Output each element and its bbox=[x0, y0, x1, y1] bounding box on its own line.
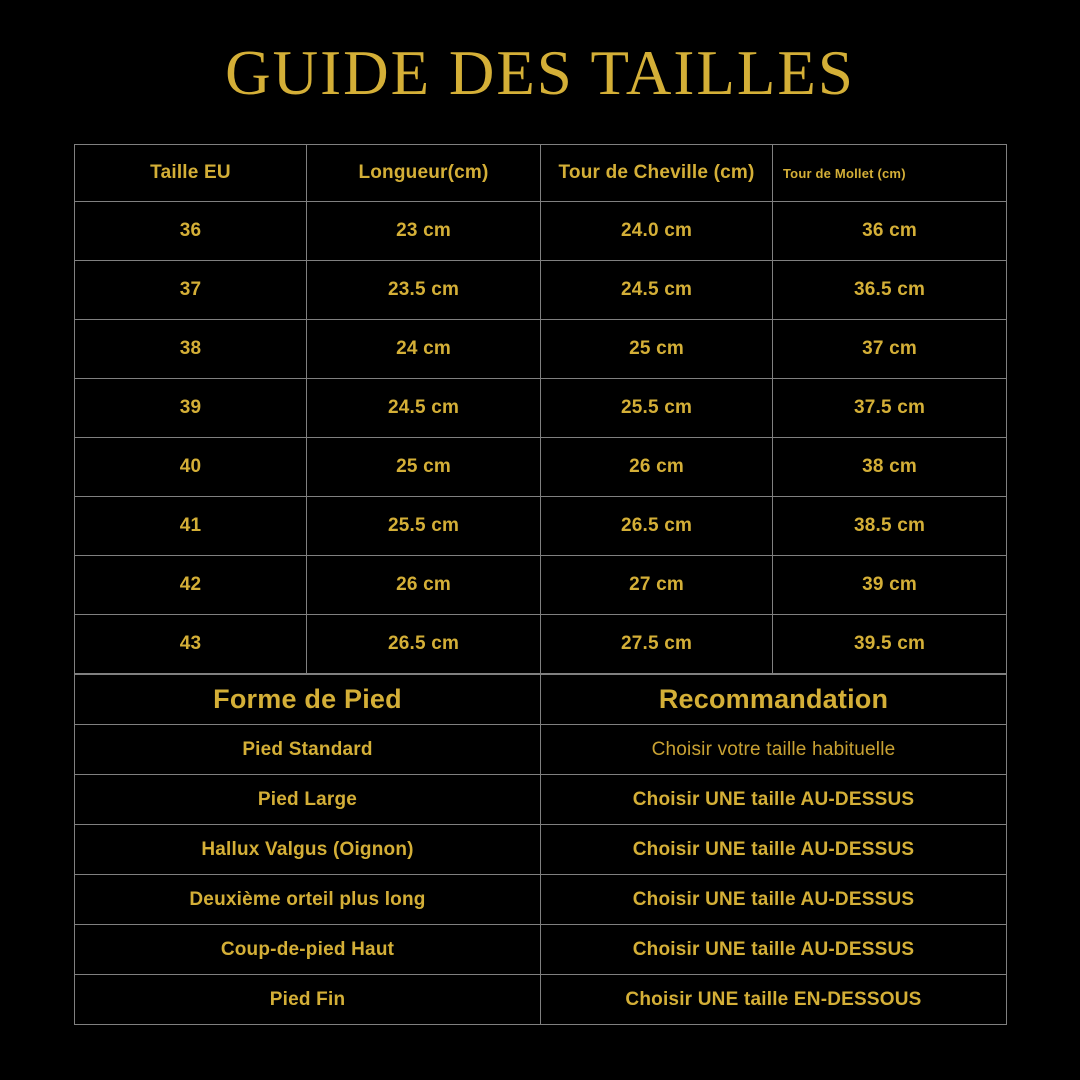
recommendation-table bbox=[74, 674, 1007, 1025]
table-row bbox=[75, 379, 1007, 438]
cell-mollet: 37 cm bbox=[773, 320, 1007, 379]
table-row bbox=[75, 615, 1007, 674]
cell-mollet: 37.5 cm bbox=[773, 379, 1007, 438]
cell-recommandation: Choisir UNE taille AU-DESSUS bbox=[541, 875, 1007, 925]
page-title: GUIDE DES TAILLES bbox=[225, 38, 855, 108]
table-header-row bbox=[75, 145, 1007, 202]
cell-longueur: 23 cm bbox=[307, 202, 541, 261]
cell-forme-de-pied: Pied Fin bbox=[75, 975, 541, 1025]
table-row bbox=[75, 875, 1007, 925]
cell-taille-eu: 43 bbox=[75, 615, 307, 674]
cell-cheville: 24.5 cm bbox=[541, 261, 773, 320]
cell-cheville: 27 cm bbox=[541, 556, 773, 615]
cell-mollet: 38.5 cm bbox=[773, 497, 1007, 556]
cell-longueur: 23.5 cm bbox=[307, 261, 541, 320]
cell-cheville: 25.5 cm bbox=[541, 379, 773, 438]
cell-taille-eu: 41 bbox=[75, 497, 307, 556]
column-header-longueur: Longueur(cm) bbox=[307, 145, 541, 202]
cell-taille-eu: 38 bbox=[75, 320, 307, 379]
cell-recommandation: Choisir UNE taille AU-DESSUS bbox=[541, 925, 1007, 975]
cell-cheville: 27.5 cm bbox=[541, 615, 773, 674]
cell-forme-de-pied: Hallux Valgus (Oignon) bbox=[75, 825, 541, 875]
cell-mollet: 39 cm bbox=[773, 556, 1007, 615]
cell-taille-eu: 42 bbox=[75, 556, 307, 615]
table-row bbox=[75, 261, 1007, 320]
cell-forme-de-pied: Deuxième orteil plus long bbox=[75, 875, 541, 925]
table-row bbox=[75, 975, 1007, 1025]
cell-mollet: 36.5 cm bbox=[773, 261, 1007, 320]
table-row bbox=[75, 497, 1007, 556]
cell-taille-eu: 39 bbox=[75, 379, 307, 438]
table-row bbox=[75, 725, 1007, 775]
table-row bbox=[75, 556, 1007, 615]
table-row bbox=[75, 775, 1007, 825]
column-header-forme-de-pied: Forme de Pied bbox=[75, 675, 541, 725]
cell-longueur: 26.5 cm bbox=[307, 615, 541, 674]
cell-cheville: 26 cm bbox=[541, 438, 773, 497]
cell-mollet: 36 cm bbox=[773, 202, 1007, 261]
table-row bbox=[75, 825, 1007, 875]
cell-forme-de-pied: Pied Standard bbox=[75, 725, 541, 775]
cell-cheville: 24.0 cm bbox=[541, 202, 773, 261]
table-row bbox=[75, 438, 1007, 497]
cell-mollet: 38 cm bbox=[773, 438, 1007, 497]
cell-forme-de-pied: Pied Large bbox=[75, 775, 541, 825]
cell-longueur: 25 cm bbox=[307, 438, 541, 497]
size-guide-tables bbox=[74, 144, 1006, 1025]
cell-longueur: 25.5 cm bbox=[307, 497, 541, 556]
cell-recommandation: Choisir UNE taille AU-DESSUS bbox=[541, 825, 1007, 875]
column-header-tour-de-cheville: Tour de Cheville (cm) bbox=[541, 145, 773, 202]
column-header-taille-eu: Taille EU bbox=[75, 145, 307, 202]
table-row bbox=[75, 202, 1007, 261]
cell-mollet: 39.5 cm bbox=[773, 615, 1007, 674]
cell-cheville: 25 cm bbox=[541, 320, 773, 379]
cell-cheville: 26.5 cm bbox=[541, 497, 773, 556]
cell-longueur: 26 cm bbox=[307, 556, 541, 615]
cell-recommandation: Choisir votre taille habituelle bbox=[541, 725, 1007, 775]
column-header-tour-de-mollet: Tour de Mollet (cm) bbox=[773, 145, 1007, 202]
size-measurements-table bbox=[74, 144, 1007, 674]
table-row bbox=[75, 925, 1007, 975]
cell-recommandation: Choisir UNE taille EN-DESSOUS bbox=[541, 975, 1007, 1025]
recommendation-header-row bbox=[75, 675, 1007, 725]
table-row bbox=[75, 320, 1007, 379]
cell-taille-eu: 36 bbox=[75, 202, 307, 261]
cell-forme-de-pied: Coup-de-pied Haut bbox=[75, 925, 541, 975]
cell-taille-eu: 40 bbox=[75, 438, 307, 497]
cell-taille-eu: 37 bbox=[75, 261, 307, 320]
column-header-recommandation: Recommandation bbox=[541, 675, 1007, 725]
cell-longueur: 24.5 cm bbox=[307, 379, 541, 438]
cell-recommandation: Choisir UNE taille AU-DESSUS bbox=[541, 775, 1007, 825]
cell-longueur: 24 cm bbox=[307, 320, 541, 379]
